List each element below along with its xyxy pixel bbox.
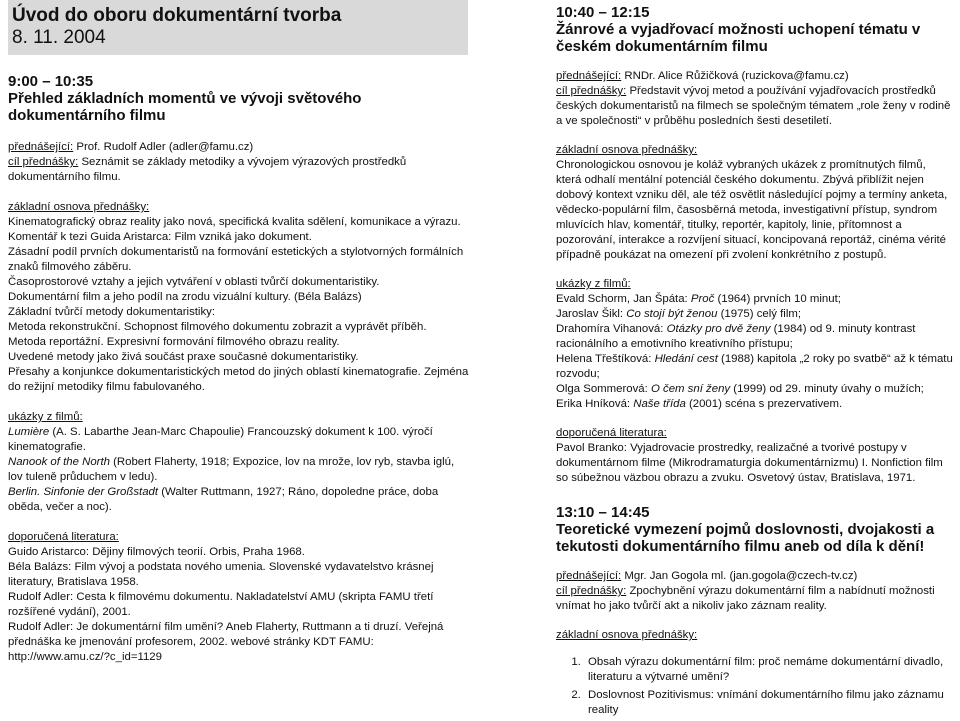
example-item: Jaroslav Šikl: Co stojí být ženou (1975) celý film; [556, 308, 802, 320]
example-item: Erika Hníková: Naše třída (2001) scéna s prezervativem. [556, 398, 843, 410]
lecturer-label: přednášející: [8, 141, 74, 153]
lecturer-value: Prof. Rudolf Adler (adler@famu.cz) [73, 141, 254, 153]
outline-line: Základní tvůrčí metody dokumentaristiky: [8, 306, 216, 318]
left-column [8, 0, 470, 665]
session-3-goal [556, 584, 954, 614]
example-item: Drahomíra Vihanová: Otázky pro dvě ženy (1984) od 9. minuty kontrast racionálního a emotivního kreativního přístupu; [556, 323, 916, 350]
outline-line: Časoprostorové vztahy a jejich vytváření v oblasti tvůrčí dokumentaristiky. [8, 276, 380, 288]
outline-list [556, 655, 954, 718]
outline-line: Uvedené metody jako živá součást praxe současné dokumentaristiky. [8, 351, 359, 363]
session-2 [556, 4, 954, 486]
example-item: Nanook of the North (Robert Flaherty, 1918; Expozice, lov na mrože, lov ryb, stavba iglú, lov tuleně průduchem v ledu). [8, 456, 455, 483]
literature-label: doporučená literatura: [8, 531, 119, 543]
session-3-title: Teoretické vymezení pojmů doslovnosti, dvojakosti a tekutosti dokumentárního filmu aneb od díla k dění! [556, 521, 935, 555]
goal-label: cíl přednášky: [556, 585, 627, 597]
outline-label: základní osnova přednášky: [8, 201, 150, 213]
examples-label: ukázky z filmů: [556, 278, 631, 290]
session-1 [8, 73, 470, 665]
session-2-lecturer [556, 69, 954, 84]
goal-value: Představit vývoj metod a používání vyjadřovacích prostředků českých dokumentaristů na filmech se společným tématem „role ženy v rodině a ve společnosti“ v průběhu posledních šesti desetiletí. [556, 85, 951, 127]
lecturer-value: Mgr. Jan Gogola ml. (jan.gogola@czech-tv.cz) [621, 570, 858, 582]
outline-item: 2. Doslovnost Pozitivismus: vnímání dokumentárního filmu jako záznamu reality [584, 688, 954, 718]
right-column [556, 0, 954, 721]
header-banner [8, 0, 468, 55]
session-3 [556, 504, 954, 718]
literature-item: Rudolf Adler: Cesta k filmovému dokumentu. Nakladatelství AMU (skripta FAMU třetí rozšířené vydání), 2001. [8, 591, 434, 618]
outline-text: Chronologickou osnovou je koláž vybraných ukázek z promítnutých filmů, která odhalí mentální potenciál českého dokumentu. Zbývá přiblížit nejen dobový kontext vzniku děl, ale též osvětlit následující pojmy a termíny anketa, vědecko-populární film, časosběrná metoda, investigativní přístup, syndrom mluvících hlav, komentář, titulky, reportér, kapitoly, linie, přítomnost a pozorování, interakce a rozvíjení situací, koncipovaná reportáž, cinéma vérité případně poukázat na omezení při zvolení konkrétního z postupů. [556, 159, 948, 261]
session-1-title: Přehled základních momentů ve vývoji světového dokumentárního filmu [8, 90, 362, 124]
literature-item: Guido Aristarco: Dějiny filmových teorií. Orbis, Praha 1968. [8, 546, 305, 558]
document-date: 8. 11. 2004 [12, 27, 106, 48]
lecturer-label: přednášející: [556, 70, 622, 82]
goal-label: cíl přednášky: [556, 85, 627, 97]
literature-item: Rudolf Adler: Je dokumentární film umění? Aneb Flaherty, Ruttmann a ti druzí. Veřejná přednáška ke jmenování profesorem, 2002. webové stránky KDT FAMU: http://www.amu.cz/?c_id=1129 [8, 621, 444, 663]
examples-label: ukázky z filmů: [8, 411, 83, 423]
goal-value: Seznámit se základy metodiky a vývojem výrazových prostředků dokumentárního filmu. [8, 156, 407, 183]
outline-label: základní osnova přednášky: [556, 629, 698, 641]
literature-label: doporučená literatura: [556, 427, 667, 439]
document-title: Úvod do oboru dokumentární tvorba [12, 5, 342, 26]
lecturer-label: přednášející: [556, 570, 622, 582]
outline-line: Dokumentární film a jeho podíl na zrodu vizuální kultury. (Béla Balázs) [8, 291, 362, 303]
lecturer-value: RNDr. Alice Růžičková (ruzickova@famu.cz) [621, 70, 849, 82]
session-1-goal [8, 155, 470, 185]
outline-label: základní osnova přednášky: [556, 144, 698, 156]
outline-line: Kinematografický obraz reality jako nová, specifická kvalita sdělení, komunikace a výrazu. [8, 216, 461, 228]
example-item: Helena Třeštíková: Hledání cest (1988) kapitola „2 roky po svatbě“ až k tématu rozvodu; [556, 353, 953, 380]
session-3-lecturer [556, 569, 954, 584]
goal-value: Zpochybnění výrazu dokumentární film a nabídnutí možnosti vnímat ho jako tvůrčí akt a nikoliv jako záznam reality. [556, 585, 935, 612]
session-3-time: 13:10 – 14:45 [556, 504, 650, 521]
outline-line: Přesahy a konjunkce dokumentaristických metod do jiných oblastí kinematografie. Zejména do režijní metodiky filmu fabulovaného. [8, 366, 469, 393]
literature-item: Pavol Branko: Vyjadrovacie prostredky, realizačné a tvorivé postupy v dokumentárnom filme (Mikrodramaturgia dokumentárnizmu) I. Nonfiction film so súbežnou väzbou obrazu a zvuku. Osvetový ústav, Bratislava, 1971. [556, 442, 943, 484]
goal-label: cíl přednášky: [8, 156, 79, 168]
outline-line: Metoda reportážní. Expresivní formování filmového obrazu reality. [8, 336, 340, 348]
outline-item: 1. Obsah výrazu dokumentární film: proč nemáme dokumentární divadlo, literaturu a výtvarné umění? [584, 655, 954, 685]
literature-item: Béla Balázs: Film vývoj a podstata nového umenia. Slovenské vydavatelstvo krásnej literatury, Bratislava 1958. [8, 561, 434, 588]
example-item: Olga Sommerová: O čem sní ženy (1999) od 29. minuty úvahy o mužích; [556, 383, 924, 395]
outline-line: Metoda rekonstrukční. Schopnost filmového dokumentu zobrazit a vyprávět příběh. [8, 321, 427, 333]
example-item: Lumière (A. S. Labarthe Jean-Marc Chapoulie) Francouzský dokument k 100. výročí kinematografie. [8, 426, 433, 453]
example-item: Evald Schorm, Jan Špáta: Proč (1964) prvních 10 minut; [556, 293, 841, 305]
session-2-time: 10:40 – 12:15 [556, 4, 650, 21]
session-2-title: Žánrové a vyjadřovací možnosti uchopení tématu v českém dokumentárním filmu [556, 21, 921, 55]
session-1-lecturer [8, 140, 470, 155]
session-2-goal [556, 84, 954, 129]
example-item: Berlin. Sinfonie der Großstadt (Walter Ruttmann, 1927; Ráno, dopoledne práce, doba oběda, večer a noc). [8, 486, 439, 513]
outline-line: Komentář k tezi Guida Aristarca: Film vzniká jako dokument. [8, 231, 312, 243]
session-1-time: 9:00 – 10:35 [8, 73, 94, 90]
outline-line: Zásadní podíl prvních dokumentaristů na formování estetických a stylotvorných formálních znaků filmového záběru. [8, 246, 464, 273]
